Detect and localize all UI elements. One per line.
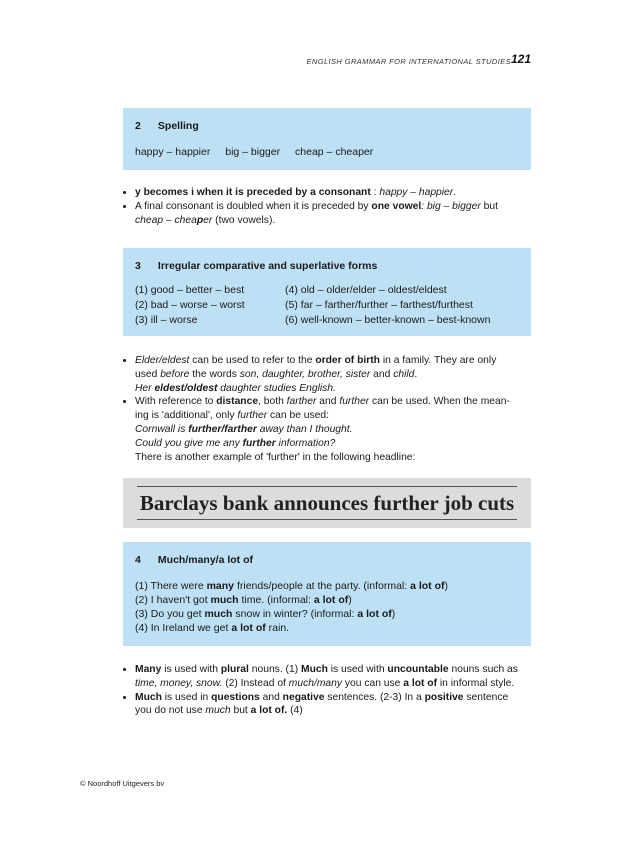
text: : (370, 187, 380, 198)
text: ) (444, 580, 449, 592)
text: sentence (463, 691, 509, 703)
text: farther (286, 396, 317, 408)
text: (3) Do you get (135, 608, 205, 620)
text: one vowel (371, 200, 422, 212)
text: child (393, 368, 415, 380)
text: daughter studies English. (217, 382, 336, 394)
spelling-examples (135, 146, 519, 158)
text: and (259, 691, 283, 703)
text: but (480, 200, 498, 212)
text: the words (189, 368, 240, 380)
text: (2) Instead of (222, 677, 289, 689)
text: friends/people at the party. (informal: (234, 580, 411, 592)
text: consonant (318, 187, 371, 198)
much-many-notes (123, 663, 533, 718)
text: nouns such as (448, 664, 518, 675)
spelling-notes (123, 186, 533, 227)
list-item (135, 354, 533, 395)
copyright-footer: © Noordhoff Uitgevers bv (80, 779, 165, 788)
text: With reference to (135, 396, 217, 408)
text: Elder/eldest (135, 355, 190, 366)
running-head: ENGLISH GRAMMAR FOR INTERNATIONAL STUDIES (306, 57, 511, 66)
list-item (135, 186, 533, 200)
box-heading: Much/many/a lot of (157, 554, 254, 566)
text: a lot of (313, 594, 349, 606)
list-item: (4) old – older/elder – oldest/eldest (285, 284, 447, 296)
text: son, daughter, brother, sister (239, 368, 371, 380)
list-item (135, 594, 519, 606)
list-item: (1) good – better – best (135, 284, 245, 296)
list-item: (5) far – farther/further – farthest/furthest (285, 299, 473, 311)
text: . (414, 368, 418, 380)
text: a lot of (403, 677, 438, 689)
list-item: (3) ill – worse (135, 314, 198, 326)
box-number: 4 (135, 554, 141, 566)
text: y becomes i when it is preceded by a (135, 187, 319, 198)
box-heading: Spelling (157, 120, 199, 132)
list-item (135, 580, 519, 592)
spelling-box (123, 108, 531, 170)
irregular-forms-box (123, 248, 531, 336)
text: much (210, 594, 239, 606)
text: a lot of. (250, 705, 288, 717)
text: further (237, 410, 268, 422)
text: used (135, 368, 161, 380)
text: further/farther (188, 423, 257, 435)
text: There is another example of 'further' in the following headline: (135, 451, 416, 463)
example: happy – happier (135, 146, 211, 158)
text: before (160, 368, 190, 380)
text: time, money, snow. (135, 677, 223, 689)
text: distance (216, 396, 259, 408)
text: but (230, 705, 251, 717)
text: uncountable (387, 664, 449, 675)
list-item (135, 395, 533, 464)
text: time. (informal: (238, 594, 314, 606)
text: rain. (265, 622, 290, 634)
text: in a family. They are only (379, 355, 497, 366)
text: (4) In Ireland we get (135, 622, 232, 634)
text: Cornwall is (135, 423, 189, 435)
box-number: 2 (135, 120, 141, 132)
text: snow in winter? (informal: (232, 608, 358, 620)
text: many (206, 580, 235, 592)
text: p (196, 214, 204, 226)
list-item (135, 608, 519, 620)
text: information? (275, 437, 336, 449)
text: plural (220, 664, 249, 675)
text: much/many (288, 677, 343, 689)
text: positive (424, 691, 464, 703)
text: er (203, 214, 213, 226)
text: can be used to refer to the (189, 355, 316, 366)
text: : (421, 200, 427, 212)
list-item (135, 622, 519, 634)
box-title (135, 554, 519, 566)
text: further (339, 396, 370, 408)
list-item: (6) well-known – better-known – best-known (285, 314, 491, 326)
text: big – bigger (426, 200, 481, 212)
list-item (135, 663, 533, 691)
text: Could you give me any (135, 437, 243, 449)
text: Many (135, 664, 162, 675)
much-many-list (135, 580, 519, 634)
text: ing is 'additional', only (135, 410, 238, 422)
example: cheap – cheaper (295, 146, 374, 158)
text: is used in (161, 691, 212, 703)
text: you do not use (135, 705, 206, 717)
example: big – bigger (225, 146, 281, 158)
list-item (135, 691, 533, 719)
text: away than I thought. (256, 423, 353, 435)
text: (two vowels). (212, 214, 276, 226)
text: . (453, 187, 457, 198)
text: happy – happier (379, 187, 454, 198)
much-many-box (123, 542, 531, 646)
text: ) (391, 608, 396, 620)
list-item (135, 200, 533, 228)
text: is used with (327, 664, 388, 675)
headline-text: Barclays bank announces further job cuts (139, 491, 515, 515)
box-heading: Irregular comparative and superlative forms (157, 260, 378, 272)
text: and (316, 396, 340, 408)
text: eldest/oldest (154, 382, 218, 394)
text: sentences. (2-3) In a (324, 691, 425, 703)
text: negative (282, 691, 325, 703)
text: you can use (342, 677, 404, 689)
text: a lot of (410, 580, 445, 592)
text: and (370, 368, 394, 380)
text: nouns. (1) (248, 664, 301, 675)
text: is used with (161, 664, 221, 675)
text: cheap – chea (135, 214, 197, 226)
text: (4) (287, 705, 303, 717)
text: A final consonant is doubled when it is preceded by (135, 200, 372, 212)
text: much (205, 705, 231, 717)
newspaper-headline (123, 478, 531, 528)
irregular-notes (123, 354, 533, 464)
text: Much (135, 691, 162, 703)
text: in informal style. (437, 677, 515, 689)
box-number: 3 (135, 260, 141, 272)
text: much (204, 608, 233, 620)
text: , both (258, 396, 287, 408)
text: a lot of (231, 622, 266, 634)
text: questions (211, 691, 260, 703)
text: can be used. When the mean- (369, 396, 510, 408)
box-title (135, 260, 519, 272)
page-number: 121 (510, 52, 531, 66)
list-item: (2) bad – worse – worst (135, 299, 245, 311)
text: a lot of (357, 608, 392, 620)
text: further (242, 437, 276, 449)
text: ) (348, 594, 352, 606)
text: order of birth (315, 355, 380, 366)
text: (1) There were (135, 580, 207, 592)
divider (137, 519, 517, 520)
text: (2) I haven't got (135, 594, 211, 606)
text: can be used: (267, 410, 329, 422)
irregular-forms-list (135, 284, 519, 326)
text: Her (135, 382, 155, 394)
text: Much (301, 664, 328, 675)
box-title (135, 120, 519, 132)
